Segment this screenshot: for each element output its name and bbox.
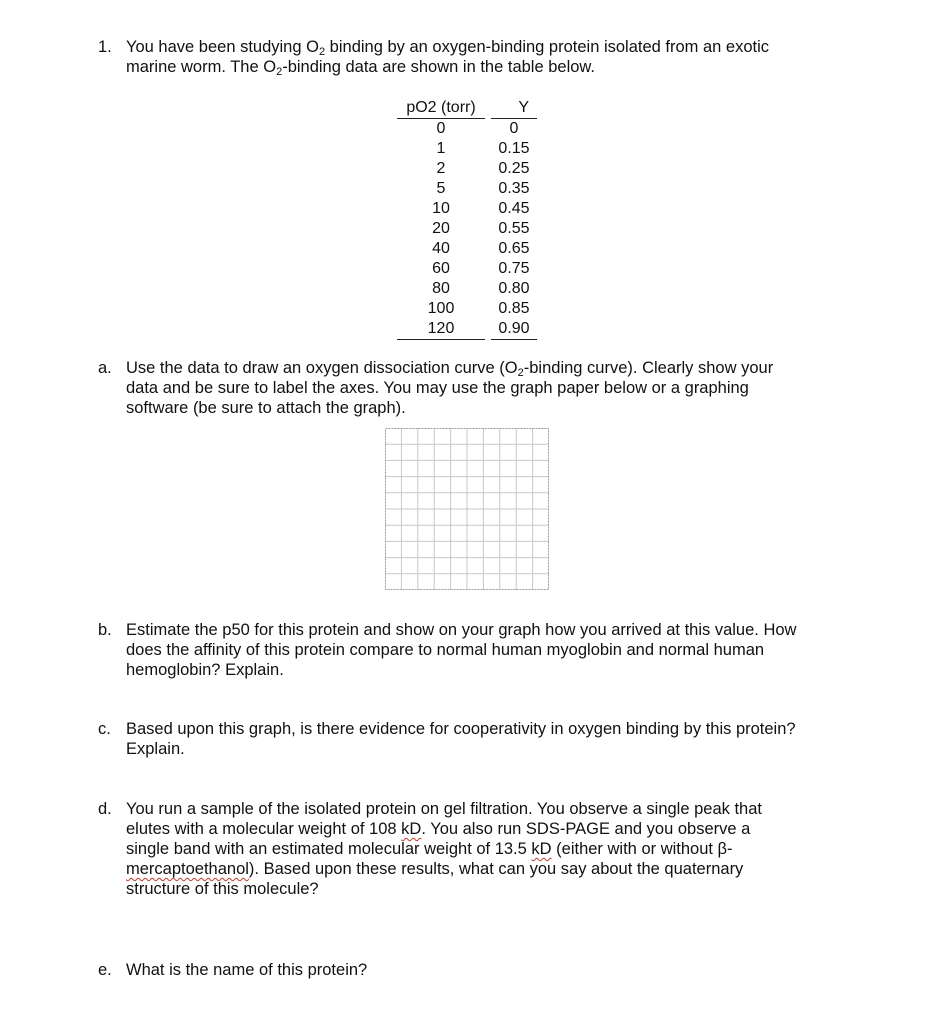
table-cell-y: 0.85	[498, 300, 530, 317]
table-cell-y: 0.55	[498, 220, 530, 237]
table-cell-y: 0	[509, 120, 519, 137]
table-row	[397, 219, 537, 239]
question-e-line-1: What is the name of this protein?	[126, 961, 368, 979]
question-d-line-5: structure of this molecule?	[126, 880, 319, 898]
question-a-label: a.	[98, 359, 112, 377]
table-cell-y: 0.15	[498, 140, 530, 157]
table-cell-po2: 120	[397, 319, 485, 340]
spellcheck-word-kd[interactable]: kD	[531, 840, 552, 858]
table-cell-y: 0.75	[498, 260, 530, 277]
graph-paper-grid	[385, 428, 549, 590]
table-row	[397, 179, 537, 199]
table-cell-po2: 2	[436, 160, 446, 177]
table-cell-y: 0.45	[498, 200, 530, 217]
question-d-line-3: single band with an estimated molecular weight of 13.5 kD (either with or without β-	[126, 840, 733, 858]
question-b-line-2: does the affinity of this protein compare to normal human myoglobin and normal human	[126, 641, 765, 659]
table-cell-po2: 100	[427, 300, 455, 317]
question-d-line-4: mercaptoethanol). Based upon these results, what can you say about the quaternary	[126, 860, 744, 878]
question-b-line-1: Estimate the p50 for this protein and show on your graph how you arrived at this value. How	[126, 621, 797, 639]
table-cell-po2: 20	[432, 220, 450, 237]
question-d-label: d.	[98, 800, 112, 818]
table-cell-po2: 80	[432, 280, 450, 297]
question-e-label: e.	[98, 961, 112, 979]
graph-paper	[385, 428, 549, 590]
table-row	[397, 119, 537, 140]
question-b-line-3: hemoglobin? Explain.	[126, 661, 284, 679]
table-cell-y: 0.80	[498, 280, 530, 297]
table-row	[397, 259, 537, 279]
table-row	[397, 299, 537, 319]
table-cell-y: 0.90	[491, 319, 537, 340]
spellcheck-word-mercaptoethanol[interactable]: mercaptoethanol	[126, 860, 249, 878]
table-cell-y: 0.65	[498, 240, 530, 257]
question-a-line-3: software (be sure to attach the graph).	[126, 399, 406, 417]
table-row	[397, 159, 537, 179]
question-a-line-2: data and be sure to label the axes. You may use the graph paper below or a graphing	[126, 379, 749, 397]
question-c-label: c.	[98, 720, 111, 738]
table-cell-po2: 0	[436, 120, 446, 137]
question-c-line-1: Based upon this graph, is there evidence for cooperativity in oxygen binding by this protein?	[126, 720, 796, 738]
table-cell-y: 0.35	[498, 180, 530, 197]
question-d-line-2: elutes with a molecular weight of 108 kD. You also run SDS-PAGE and you observe a	[126, 820, 751, 838]
table-body	[397, 119, 537, 340]
table-row	[397, 239, 537, 259]
table-cell-y: 0.25	[498, 160, 530, 177]
question-b-label: b.	[98, 621, 112, 639]
table-cell-po2: 5	[436, 180, 446, 197]
table-row	[397, 319, 537, 340]
table-row	[397, 279, 537, 299]
question-a-line-1: Use the data to draw an oxygen dissociation curve ($O_2$-binding curve). Clearly show your	[126, 359, 774, 379]
question-c-line-2: Explain.	[126, 740, 185, 758]
table-row	[397, 199, 537, 219]
oxygen-binding-data-table	[397, 98, 537, 340]
table-row	[397, 139, 537, 159]
table-header-y: Y	[491, 98, 537, 119]
table-cell-po2: 10	[432, 200, 450, 217]
table-cell-po2: 40	[432, 240, 450, 257]
table-cell-po2: 1	[436, 140, 446, 157]
table-header-po2: pO2 (torr)	[397, 98, 485, 119]
question-1-line-1: You have been studying $O_2$ binding by an oxygen-binding protein isolated from an exotic	[126, 38, 770, 58]
question-d-line-1: You run a sample of the isolated protein on gel filtration. You observe a single peak that	[126, 800, 762, 818]
spellcheck-word-kd[interactable]: kD	[401, 820, 422, 838]
table-cell-po2: 60	[432, 260, 450, 277]
question-1-number: 1.	[98, 38, 112, 56]
question-1-line-2: marine worm. The $O_2$-binding data are shown in the table below.	[126, 58, 596, 78]
